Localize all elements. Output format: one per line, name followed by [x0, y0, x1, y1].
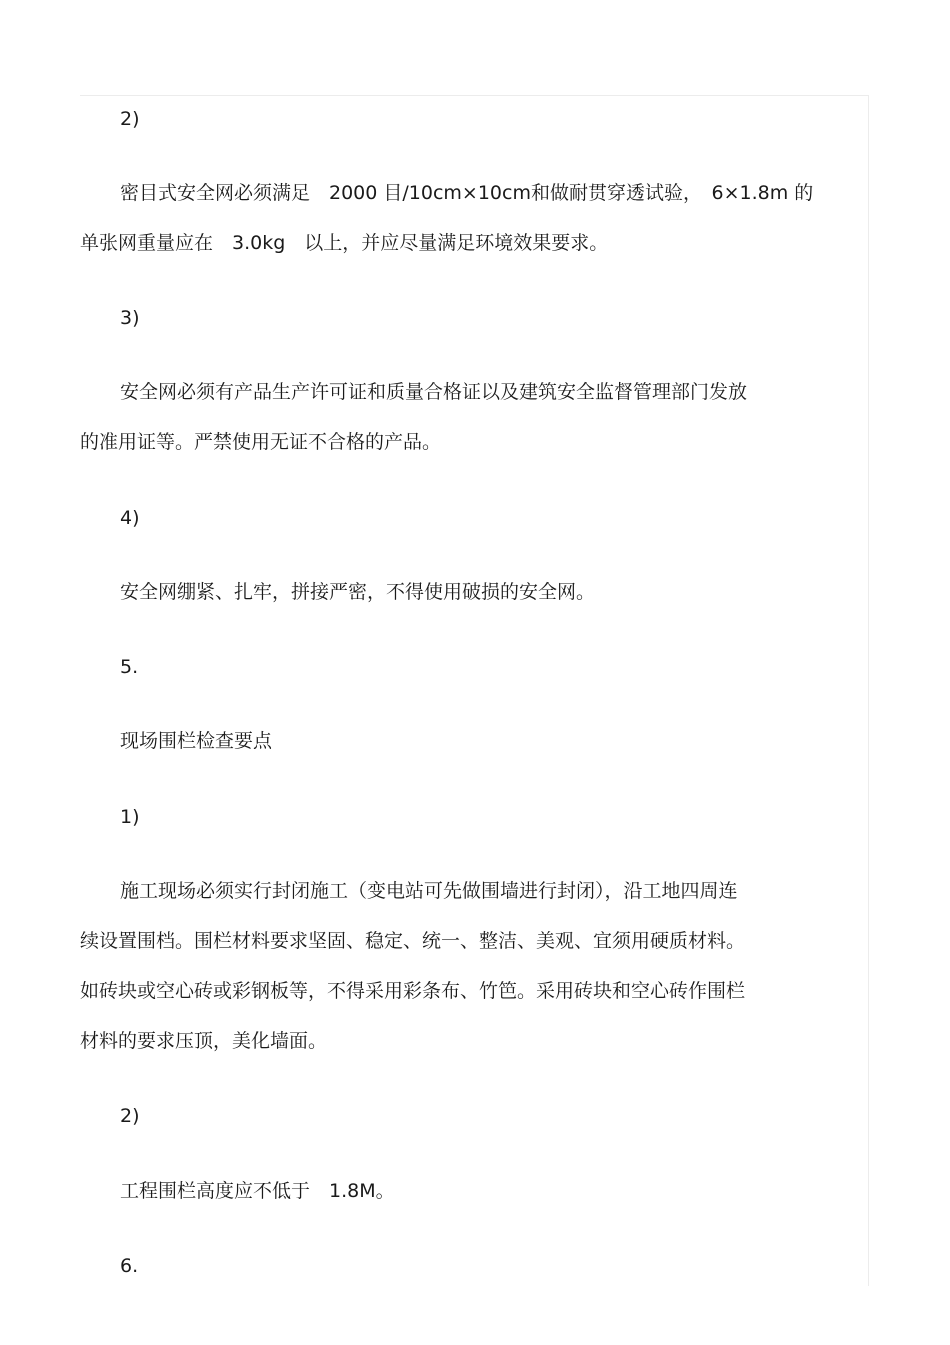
item-number-3: 3) [120, 307, 140, 329]
section-number-6: 6. [120, 1255, 139, 1277]
paragraph-closed-construction-line-3: 如砖块或空心砖或彩钢板等，不得采用彩条布、竹笆。采用砖块和空心砖作围栏 [80, 980, 746, 1002]
paragraph-closed-construction-line-1: 施工现场必须实行封闭施工（变电站可先做围墙进行封闭），沿工地四周连 [120, 880, 738, 902]
section-number-5: 5. [120, 656, 139, 678]
paragraph-closed-construction-line-2: 续设置围档。围栏材料要求坚固、稳定、统一、整洁、美观、宜须用硬质材料。 [80, 930, 746, 952]
item-number-2: 2) [120, 108, 140, 130]
paragraph-safety-net-spec-line-1: 密目式安全网必须满足 2000 目/10cm×10cm和做耐贯穿透试验， 6×1.8m 的 [120, 182, 814, 204]
paragraph-closed-construction-line-4: 材料的要求压顶，美化墙面。 [80, 1030, 328, 1052]
section-heading-fence-inspection: 现场围栏检查要点 [120, 730, 273, 752]
paragraph-fence-height-line-1: 工程围栏高度应不低于 1.8M。 [120, 1180, 395, 1202]
item-number-1: 1) [120, 806, 140, 828]
item-number-4: 4) [120, 507, 140, 529]
paragraph-net-tension-line-1: 安全网绷紧、扎牢，拼接严密，不得使用破损的安全网。 [120, 581, 596, 603]
paragraph-safety-net-spec-line-2: 单张网重量应在 3.0kg 以上，并应尽量满足环境效果要求。 [80, 232, 609, 254]
item-number-2-second: 2) [120, 1105, 140, 1127]
paragraph-certificates-line-2: 的准用证等。严禁使用无证不合格的产品。 [80, 431, 442, 453]
paragraph-certificates-line-1: 安全网必须有产品生产许可证和质量合格证以及建筑安全监督管理部门发放 [120, 381, 748, 403]
page-frame [80, 95, 869, 1286]
